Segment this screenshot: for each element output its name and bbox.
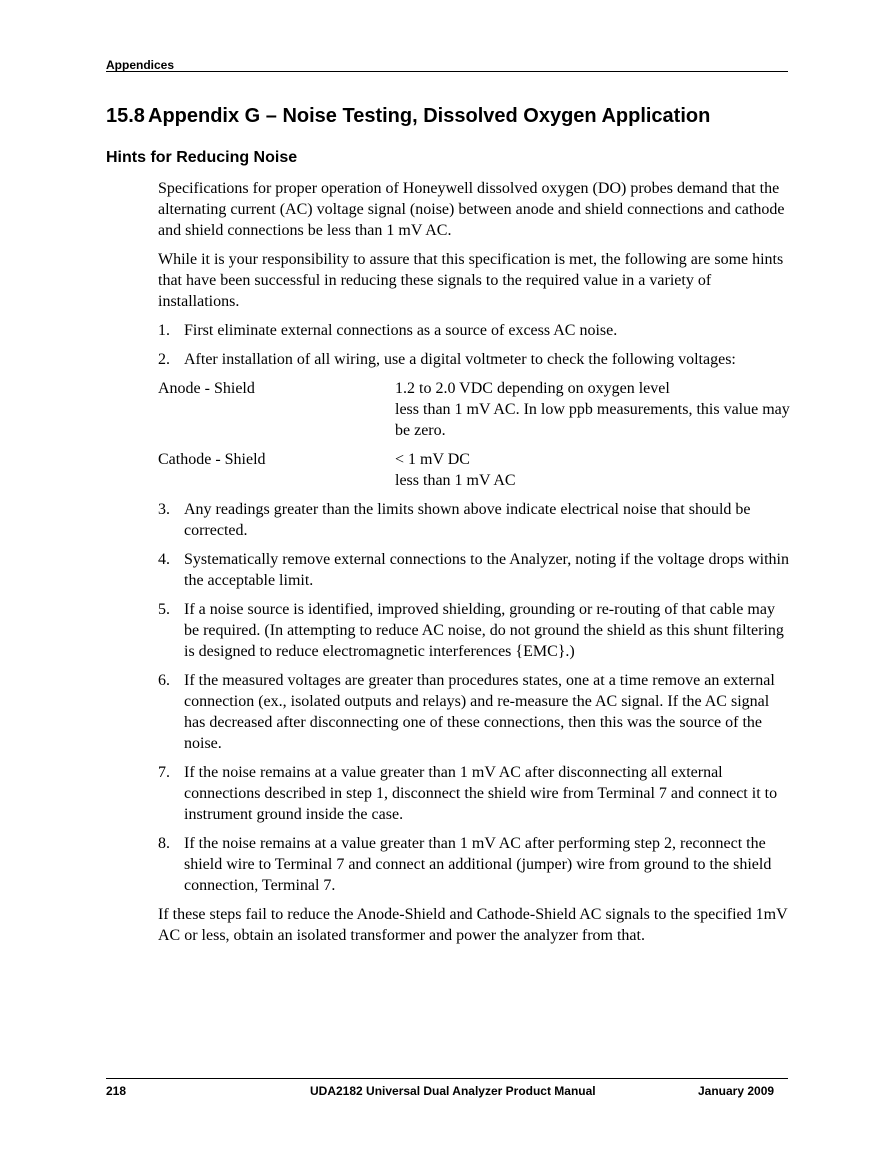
list-item xyxy=(158,499,790,541)
step-number: 6. xyxy=(158,672,170,689)
body-text xyxy=(158,178,790,954)
step-number: 1. xyxy=(158,322,170,339)
step-text: If a noise source is identified, improved shielding, grounding or re-routing of that cable may be required. (In attempting to reduce AC noise, do not ground the shield as this shunt filtering is designed to reduce electromagnetic interferences {EMC}.) xyxy=(184,601,784,660)
steps-list-part-1 xyxy=(158,320,790,370)
step-text: Any readings greater than the limits shown above indicate electrical noise that should be corrected. xyxy=(184,501,751,539)
list-item xyxy=(158,833,790,896)
voltage-dc: 1.2 to 2.0 VDC depending on oxygen level xyxy=(395,380,670,397)
manual-title: UDA2182 Universal Dual Analyzer Product Manual xyxy=(310,1084,596,1098)
section-title-text: Appendix G – Noise Testing, Dissolved Oxygen Application xyxy=(148,105,711,127)
running-header: Appendices xyxy=(106,58,175,72)
voltage-row-cathode xyxy=(158,449,790,491)
footer-divider xyxy=(106,1078,788,1079)
step-number: 7. xyxy=(158,764,170,781)
voltage-row-anode xyxy=(158,378,790,441)
steps-list-part-2 xyxy=(158,499,790,896)
list-item xyxy=(158,670,790,754)
section-number: 15.8 xyxy=(106,105,145,127)
voltage-value xyxy=(395,449,790,491)
section-title xyxy=(106,105,710,128)
step-text: Systematically remove external connections to the Analyzer, noting if the voltage drops within the acceptable limit. xyxy=(184,551,789,589)
voltage-ac: less than 1 mV AC xyxy=(395,472,516,489)
publication-date: January 2009 xyxy=(698,1084,775,1098)
voltage-table xyxy=(158,378,790,491)
closing-paragraph: If these steps fail to reduce the Anode-Shield and Cathode-Shield AC signals to the specified 1mV AC or less, obtain an isolated transformer and power the analyzer from that. xyxy=(158,906,788,944)
intro-paragraph: Specifications for proper operation of Honeywell dissolved oxygen (DO) probes demand that the alternating current (AC) voltage signal (noise) between anode and shield connections and cathode and shield connections be less than 1 mV AC. xyxy=(158,180,785,239)
step-text: If the noise remains at a value greater than 1 mV AC after disconnecting all external connections described in step 1, disconnect the shield wire from Terminal 7 and connect it to instrument ground inside the case. xyxy=(184,764,778,823)
step-number: 4. xyxy=(158,551,170,568)
list-item xyxy=(158,349,790,370)
list-item xyxy=(158,549,790,591)
step-text: If the noise remains at a value greater than 1 mV AC after performing step 2, reconnect the shield wire to Terminal 7 and connect an additional (jumper) wire from ground to the shield connection, Terminal 7. xyxy=(184,835,772,894)
page-number: 218 xyxy=(106,1084,127,1098)
list-item xyxy=(158,762,790,825)
voltage-label: Cathode - Shield xyxy=(158,451,266,468)
step-number: 3. xyxy=(158,501,170,518)
header-divider xyxy=(106,71,788,72)
step-number: 2. xyxy=(158,351,170,368)
list-item xyxy=(158,320,790,341)
voltage-label: Anode - Shield xyxy=(158,380,255,397)
list-item xyxy=(158,599,790,662)
step-text: After installation of all wiring, use a digital voltmeter to check the following voltages: xyxy=(184,351,736,368)
responsibility-paragraph: While it is your responsibility to assure that this specification is met, the following are some hints that have been successful in reducing these signals to the required value in a variety of installations. xyxy=(158,251,784,310)
voltage-value xyxy=(395,378,790,441)
step-number: 8. xyxy=(158,835,170,852)
voltage-dc: < 1 mV DC xyxy=(395,451,470,468)
step-number: 5. xyxy=(158,601,170,618)
voltage-ac: less than 1 mV AC. In low ppb measurements, this value may be zero. xyxy=(395,401,790,439)
step-text: First eliminate external connections as a source of excess AC noise. xyxy=(184,322,618,339)
subsection-title: Hints for Reducing Noise xyxy=(106,149,298,166)
step-text: If the measured voltages are greater than procedures states, one at a time remove an external connection (ex., isolated outputs and relays) and re-measure the AC signal. If the AC signal has decreased after disconnecting one of these connections, then this was the source of the noise. xyxy=(184,672,775,752)
